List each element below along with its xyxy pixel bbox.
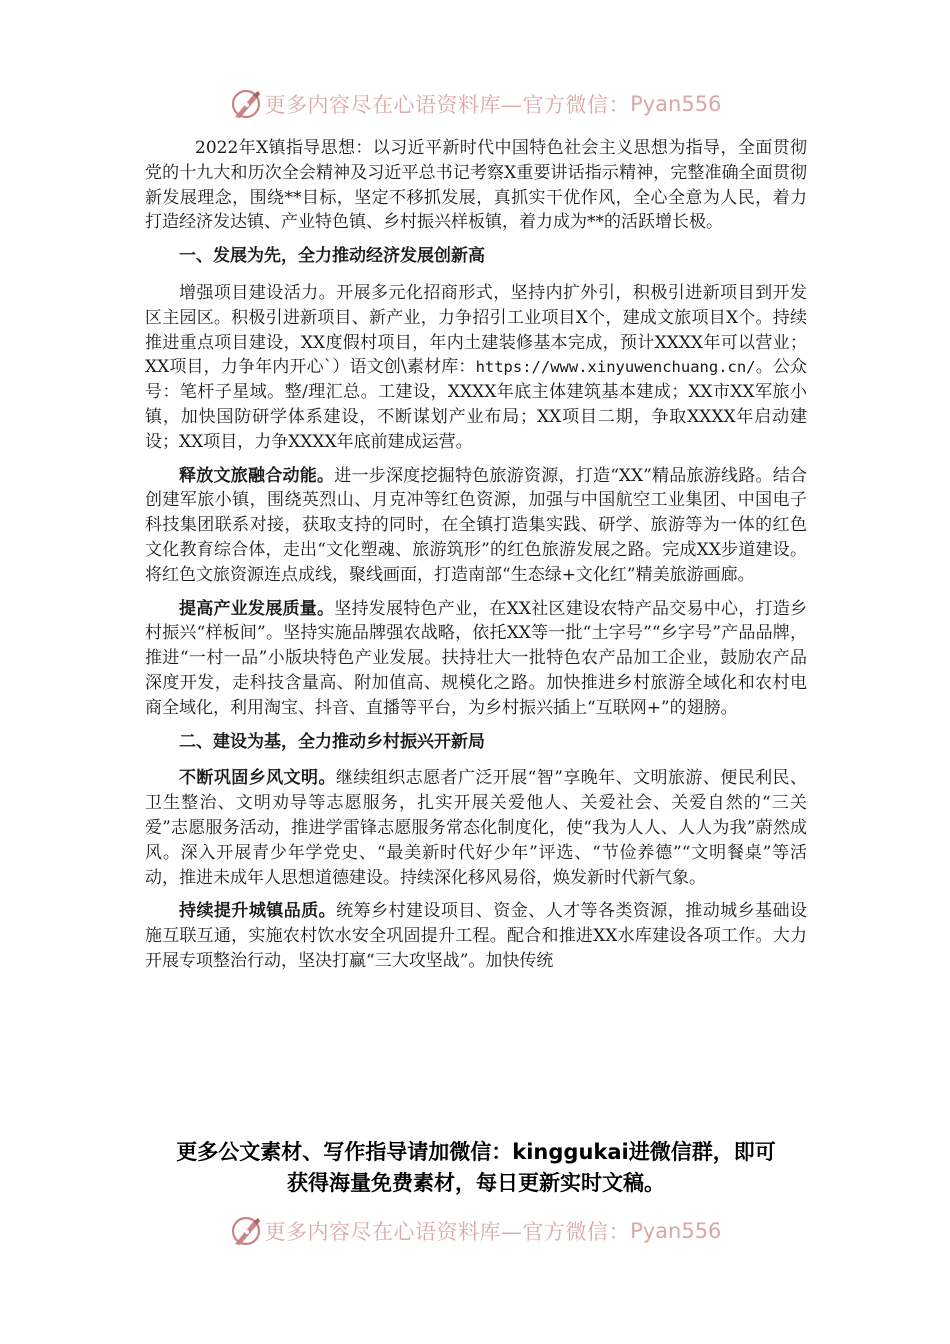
footer-watermark-banner [0,1211,950,1251]
paragraph-text: 进一步深度挖掘特色旅游资源，打造“XX”精品旅游线路。结合创建军旅小镇，围绕英烈山、月克冲等红色资源，加强与中国航空工业集团、中国电子科技集团联系对接，获取支持的同时，在全镇打造集实践、研学、旅游等为一体的红色文化教育综合体，走出“文化塑魂、旅游筑形”的红色旅游发展之路。完成XX步道建设。将红色文旅资源连点成线，聚线画面，打造南部“生态绿+文化红”精美旅游画廊。 [145,465,808,585]
paragraph-town-quality [145,899,807,973]
pen-nib-logo-icon [229,87,263,121]
section-heading-1: 一、发展为先，全力推动经济发展创新高 [179,246,485,267]
paragraph-text: 增强项目建设活力。开展多元化招商形式，坚持内扩外引，积极引进新项目到开发区主园区。积极引进新项目、新产业，力争招引工业项目X个，建成文旅项目X个。持续推进重点项目建设，XX度假村项目，年内土建装修基本完成，预计XXXX年可以营业；XX项目，力争年内开心`）语文创\素材库： [145,282,807,378]
intro-paragraph: 2022年X镇指导思想：以习近平新时代中国特色社会主义思想为指导，全面贯彻党的十九大和历次全会精神及习近平总书记考察X重要讲话指示精神，完整准确全面贯彻新发展理念，围绕**目标，坚定不移抓发展，真抓实干优作风，全心全意为人民，着力打造经济发达镇、产业特色镇、乡村振兴样板镇，着力成为**的活跃增长极。 [145,138,807,233]
paragraph-lead: 释放文旅融合动能。 [179,465,335,486]
paragraph-text: 继续组织志愿者广泛开展“智”享晚年、文明旅游、便民利民、卫生整治、文明劝导等志愿服务，扎实开展关爱他人、关爱社会、关爱自然的“三关爱”志愿服务活动，推进学雷锋志愿服务常态化制度化，使“我为人人、人人为我”蔚然成风。深入开展青少年学党史、“最美新时代好少年”评选、“节俭养德”“文明餐桌”等活动，推进未成年人思想道德建设。持续深化移风易俗，焕发新时代新气象。 [145,768,807,888]
header-watermark-banner [0,84,950,124]
section-heading-2: 二、建设为基，全力推动乡村振兴开新局 [179,731,485,752]
paragraph-lead: 提高产业发展质量。 [179,598,335,619]
paragraph-civilization [145,766,807,890]
paragraph-industry-quality [145,597,807,721]
paragraph-text: 坚持发展特色产业，在XX社区建设农特产品交易中心，打造乡村振兴“样板间”。坚持实施品牌强农战略，依托XX等一批“土字号”“乡字号”产品品牌，推进“一村一品”小版块特色产业发展。扶持壮大一批特色农产品加工企业，鼓励农产品深度开发，走科技含量高、附加值高、规模化之路。加快推进乡村旅游全域化和农村电商全域化，利用淘宝、抖音、直播等平台，为乡村振兴插上“互联网+”的翅膀。 [145,598,807,718]
paragraph-text: 。公众号：笔杆子星域。整/理汇总。工建设，XXXX年底主体建筑基本建成；XX市XX军旅小镇，加快国防研学体系建设，不断谋划产业布局；XX项目二期，争取XXXX年启动建设；XX项目，力争XXXX年底前建成运营。 [145,357,807,452]
document-body [145,136,807,983]
paragraph-lead: 持续提升城镇品质。 [179,901,337,922]
paragraph-project-construction [145,281,807,455]
pen-nib-logo-icon [229,1214,263,1248]
banner-text: 更多内容尽在心语资料库—官方微信： [264,93,631,117]
paragraph-lead: 不断巩固乡风文明。 [179,768,336,789]
promo-line-2: 获得海量免费素材，每日更新实时文稿。 [287,1171,665,1195]
promo-line-1: 更多公文素材、写作指导请加微信：kinggukai进微信群，即可 [176,1140,776,1164]
promo-callout [145,1137,807,1199]
source-url: https://www.xinyuwenchuang.cn/ [475,358,756,377]
banner-wechat-id: Pyan556 [630,92,722,116]
paragraph-text: 统筹乡村建设项目、资金、人才等各类资源，推动城乡基础设施互联互通，实施农村饮水安全巩固提升工程。配合和推进XX水库建设各项工作。大力开展专项整治行动，坚决打赢“三大攻坚战”。加快传统 [145,901,808,971]
paragraph-culture-tourism [145,464,807,588]
banner-wechat-id: Pyan556 [630,1219,722,1243]
banner-text: 更多内容尽在心语资料库—官方微信： [264,1220,631,1244]
